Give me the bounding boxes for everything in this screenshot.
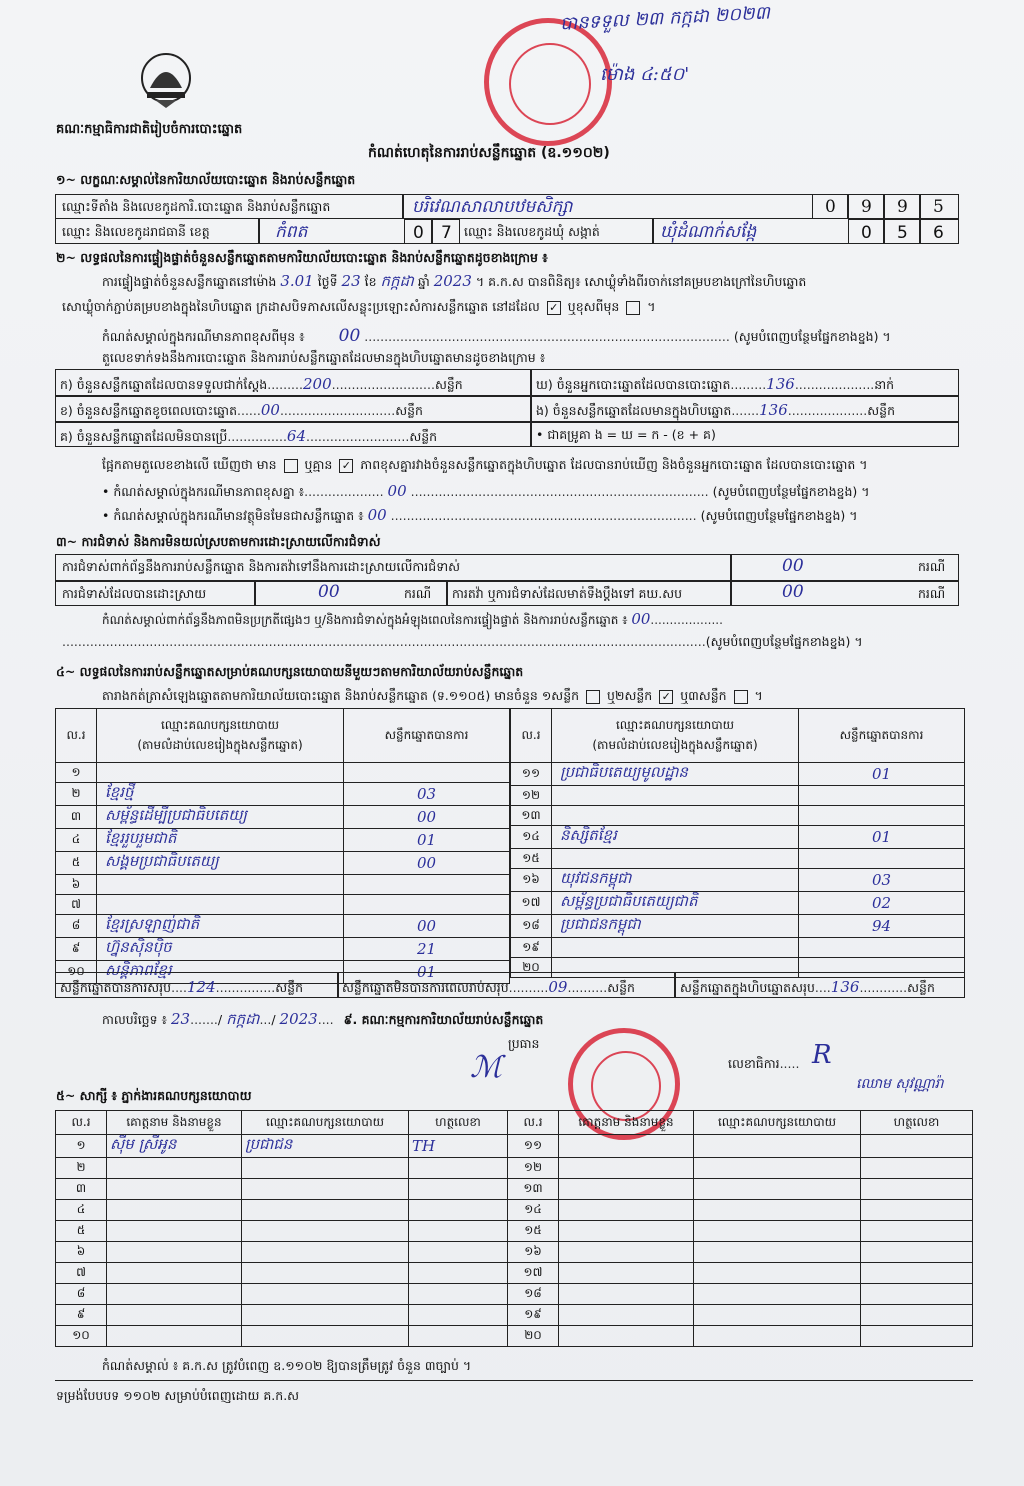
- witness-signature-right: [861, 1221, 973, 1242]
- witness-party-right: [694, 1242, 861, 1263]
- witness-no-right: ១១: [508, 1135, 559, 1158]
- witness-name: [107, 1242, 242, 1263]
- valid-votes: [799, 938, 965, 958]
- col-party-header: ឈ្មោះគណបក្សនយោបាយ (តាមលំដាប់លេខរៀងក្នុងសន្លឹកឆ្នោត): [97, 709, 344, 763]
- valid-votes: [344, 875, 510, 895]
- party-name: [97, 763, 344, 783]
- witness-name: ស៊ីម ស្រីអូន: [107, 1135, 242, 1158]
- witness-no-right: ១៣: [508, 1179, 559, 1200]
- irregularity-hint: ..................................................................................................................................................................(សូមបំពេញបន្ថែមផ្នែកខាងខ្នង) ។: [62, 634, 863, 649]
- col-party-header-right: ឈ្មោះគណបក្សនយោបាយ (តាមលំដាប់លេខរៀងក្នុងសន្លឹកឆ្នោត): [552, 709, 799, 763]
- form-title: កំណត់ហេតុនៃការរាប់សន្លឹកឆ្នោត (ឧ.១១០២): [368, 145, 610, 161]
- col-votes-header-right: សន្លឹកឆ្នោតបានការ: [799, 709, 965, 763]
- witness-name-right: [559, 1242, 694, 1263]
- figure-row-d: ឃ) ចំនួនអ្នកបោះឆ្នោតដែលបានបោះឆ្នោត.........136....................នាក់: [536, 375, 895, 393]
- national-emblem: [135, 48, 197, 112]
- result-row: [56, 829, 510, 852]
- result-row: [511, 826, 965, 849]
- result-row: [511, 763, 965, 786]
- row-number: ៥: [56, 852, 97, 875]
- figure-row-a: ក) ចំនួនសន្លឹកឆ្នោតដែលបានទទួលជាក់ស្តែង.........200..........................សន្លឹក: [60, 375, 463, 393]
- party-name: និស្សិតខ្មែរ: [552, 826, 799, 849]
- valid-votes: 94: [799, 915, 965, 938]
- row-number: ៦: [56, 875, 97, 895]
- party-name: សម្ព័ន្ធប្រជាធិបតេយ្យជាតិ: [552, 892, 799, 915]
- witness-signature: [409, 1263, 508, 1284]
- valid-votes: [344, 763, 510, 783]
- witness-party-right: [694, 1135, 861, 1158]
- party-name: [97, 895, 344, 915]
- witness-no-right: ១៥: [508, 1221, 559, 1242]
- witness-row: [56, 1326, 973, 1347]
- irregularity-note: កំណត់សម្គាល់ពាក់ព័ន្ធនឹងភាពមិនប្រក្រតីផ្សេងៗ ឬ/និងការជំទាស់ក្នុងអំឡុងពេលនៃការផ្ទៀងផ្ទាត់ និងការរាប់សន្លឹកឆ្នោត ៖ 00...................: [102, 610, 723, 628]
- witness-name: [107, 1284, 242, 1305]
- witness-col-no: ល.រ: [56, 1111, 107, 1135]
- section4-title: ៤~ លទ្ធផលនៃការរាប់សន្លឹកឆ្នោតសម្រាប់គណបក្សនយោបាយនីមួយៗតាមការិយាល័យរាប់សន្លឹកឆ្នោត: [56, 664, 524, 679]
- org-name: គណៈកម្មាធិការជាតិរៀបចំការបោះឆ្នោត: [56, 122, 243, 137]
- results-table-right: [510, 708, 965, 978]
- result-row: [511, 938, 965, 958]
- form-caption: ទម្រង់បែបបទ ១១០២ សម្រាប់បំពេញដោយ គ.ក.ស: [56, 1388, 300, 1403]
- witness-col-sign: ហត្ថលេខា: [409, 1111, 508, 1135]
- witness-signature-right: [861, 1263, 973, 1284]
- valid-votes: [799, 849, 965, 869]
- witness-no-right: ២០: [508, 1326, 559, 1347]
- witness-party-right: [694, 1179, 861, 1200]
- witness-col-sign-right: ហត្ថលេខា: [861, 1111, 973, 1135]
- witness-signature: [409, 1158, 508, 1179]
- witness-no: ៦: [56, 1242, 107, 1263]
- witness-party: [242, 1179, 409, 1200]
- witness-name-right: [559, 1263, 694, 1284]
- witness-party-right: [694, 1284, 861, 1305]
- figure-row-e: ង) ចំនួនសន្លឹកឆ្នោតដែលមានក្នុងហិបឆ្នោត.......136....................សន្លឹក: [536, 401, 896, 419]
- witness-party-right: [694, 1326, 861, 1347]
- received-time-note: ម៉ោង ៤:៥០': [600, 64, 690, 85]
- section3-title: ៣~ ការជំទាស់ និងការមិនយល់ស្របតាមការដោះស្រាយលើការជំទាស់: [56, 534, 381, 549]
- witness-no-right: ១៦: [508, 1242, 559, 1263]
- witness-no-right: ១២: [508, 1158, 559, 1179]
- received-date-note: បានទទួល ២៣ កក្កដា ២០២៣: [559, 2, 771, 35]
- witness-signature: [409, 1200, 508, 1221]
- witness-name-right: [559, 1305, 694, 1326]
- result-row: [56, 806, 510, 829]
- result-row: [511, 915, 965, 938]
- result-row: [56, 938, 510, 961]
- result-row: [56, 852, 510, 875]
- witness-party-right: [694, 1263, 861, 1284]
- objection-label-1: ការជំទាស់ពាក់ព័ន្ធនឹងការរាប់សន្លឹកឆ្នោត និងការតវ៉ាទៅនឹងការដោះស្រាយលើការជំទាស់: [62, 559, 461, 574]
- valid-votes: 01: [344, 829, 510, 852]
- row-number: ១៤: [511, 826, 552, 849]
- witness-signature: TH: [409, 1135, 508, 1158]
- result-row: [56, 875, 510, 895]
- verification-line2: សោឃ្លុំចាក់ភ្ជាប់គម្របខាងក្នុងនៃហិបឆ្នោត ក្រដាសបិទភាសលើសន្លុះប្រឡោះសំការសន្លឹកឆ្នោត នៅដដែល ✓ ឬខុសពីមុន ។: [62, 299, 656, 314]
- section1-title: ១~ លក្ខណៈសម្គាល់នៃការិយាល័យបោះឆ្នោត និងរាប់សន្លឹកឆ្នោត: [56, 172, 356, 187]
- witness-name: [107, 1179, 242, 1200]
- result-row: [56, 783, 510, 806]
- change-note: កំណត់សម្គាល់ក្នុងករណីមានភាពខុសពីមុន ៖ 00 ............................................................................................ (សូមបំពេញបន្ថែមផ្នែកខាងខ្នង) ។: [102, 326, 891, 346]
- no-difference-checkbox[interactable]: ✓: [339, 459, 353, 473]
- total-in-box: សន្លឹកឆ្នោតក្នុងហិបឆ្នោតសរុប....136............សន្លឹក: [680, 978, 935, 996]
- secretary-label: លេខាធិការ.....: [728, 1056, 800, 1071]
- official-stamp-top: [484, 18, 612, 146]
- location-label: ឈ្មោះទីតាំង និងលេខកូដការិ.បោះឆ្នោត និងរាប់សន្លឹកឆ្នោត: [62, 199, 331, 214]
- formula: • ជាគម្រូគា ង = ឃ = ក - (ខ + គ): [536, 427, 716, 442]
- witness-no: ៨: [56, 1284, 107, 1305]
- witness-name-right: [559, 1135, 694, 1158]
- result-row: [511, 786, 965, 806]
- party-name: ខ្មែររួបរួមជាតិ: [97, 829, 344, 852]
- witness-signature: [409, 1305, 508, 1326]
- row-number: ១: [56, 763, 97, 783]
- witness-no: ៣: [56, 1179, 107, 1200]
- witness-signature-right: [861, 1326, 973, 1347]
- witness-row: [56, 1158, 973, 1179]
- objection-value-3: 00: [782, 582, 804, 602]
- party-name: [552, 938, 799, 958]
- party-name: សម្ព័ន្ធដើម្បីប្រជាធិបតេយ្យ: [97, 806, 344, 829]
- objection-unit-3: ករណី: [918, 586, 946, 601]
- province-label: ឈ្មោះ និងលេខកូដរាជធានី ខេត្ត: [62, 224, 210, 239]
- objection-value-1: 00: [782, 556, 804, 576]
- total-valid: សន្លឹកឆ្នោតបានការសរុប....124...............សន្លឹក: [60, 978, 304, 996]
- witness-no: ២: [56, 1158, 107, 1179]
- signing-date: កាលបរិច្ឆេទ ៖ 23......./ កក្កដា.../ 2023.... ៩. គណៈកម្មការការិយាល័យរាប់សន្លឹកឆ្នោត: [102, 1010, 544, 1028]
- witness-col-no-right: ល.រ: [508, 1111, 559, 1135]
- witness-row: [56, 1200, 973, 1221]
- commune-value: ឃុំដំណាក់សង្កែ: [660, 222, 757, 242]
- witness-name: [107, 1305, 242, 1326]
- secretary-name: ឈោម សុវណ្ណារ៉ា: [856, 1076, 944, 1092]
- two-sheet-checkbox[interactable]: ✓: [659, 690, 673, 704]
- witness-signature: [409, 1242, 508, 1263]
- party-name: [552, 849, 799, 869]
- witness-party-right: [694, 1221, 861, 1242]
- witness-row: [56, 1179, 973, 1200]
- total-invalid: សន្លឹកឆ្នោតមិនបានការពេលរាប់សរុប..........09..........សន្លឹក: [342, 978, 635, 996]
- valid-votes: 01: [799, 763, 965, 786]
- row-number: ១៩: [511, 938, 552, 958]
- witness-row: [56, 1242, 973, 1263]
- witness-col-name: គោត្តនាម និងនាមខ្លួន: [107, 1111, 242, 1135]
- row-number: ៨: [56, 915, 97, 938]
- witness-signature-right: [861, 1305, 973, 1326]
- same-checkbox[interactable]: ✓: [547, 301, 561, 315]
- row-number: ១៦: [511, 869, 552, 892]
- row-number: ១២: [511, 786, 552, 806]
- party-name: សន្តិភាពខ្មែរ: [97, 961, 344, 984]
- result-row: [511, 849, 965, 869]
- witness-signature: [409, 1179, 508, 1200]
- party-name: ប្រជាធិបតេយ្យមូលដ្ឋាន: [552, 763, 799, 786]
- witness-name-right: [559, 1200, 694, 1221]
- result-row: [511, 869, 965, 892]
- section2-title: ២~ លទ្ធផលនៃការផ្ទៀងផ្ទាត់ចំនួនសន្លឹកឆ្នោតតាមការិយាល័យបោះឆ្នោត និងរាប់សន្លឹកឆ្នោតដូចខាងក្រោម ៖: [56, 250, 548, 265]
- witness-name-right: [559, 1179, 694, 1200]
- witness-col-party-right: ឈ្មោះគណបក្សនយោបាយ: [694, 1111, 861, 1135]
- witness-row: [56, 1284, 973, 1305]
- row-number: ១០: [56, 961, 97, 984]
- witness-party: [242, 1242, 409, 1263]
- witness-no: ១: [56, 1135, 107, 1158]
- chief-label: ប្រធាន: [508, 1036, 540, 1051]
- valid-votes: 00: [344, 915, 510, 938]
- witness-party: [242, 1221, 409, 1242]
- objection-label-2: ការជំទាស់ដែលបានដោះស្រាយ: [62, 586, 207, 601]
- witness-name-right: [559, 1284, 694, 1305]
- witness-no: ៥: [56, 1221, 107, 1242]
- has-difference-checkbox[interactable]: [284, 459, 298, 473]
- party-name: [552, 806, 799, 826]
- valid-votes: 01: [799, 826, 965, 849]
- party-name: យុវជនកម្ពុជា: [552, 869, 799, 892]
- party-name: សង្គមប្រជាធិបតេយ្យ: [97, 852, 344, 875]
- witness-signature-right: [861, 1135, 973, 1158]
- witness-name-right: [559, 1326, 694, 1347]
- witness-signature-right: [861, 1179, 973, 1200]
- witness-row: [56, 1221, 973, 1242]
- witness-col-party: ឈ្មោះគណបក្សនយោបាយ: [242, 1111, 409, 1135]
- verification-line1: ការផ្ទៀងផ្ទាត់ចំនួនសន្លឹកឆ្នោតនៅម៉ោង 3.01 ថ្ងៃទី 23 ខែ កក្កដា ឆ្នាំ 2023 ។ គ.ក.ស បានពិនិត្យ៖ សោឃ្លុំទាំងពីរចាក់នៅគម្របខាងក្រៅនៃហិបឆ្នោត: [102, 272, 807, 290]
- valid-votes: [799, 786, 965, 806]
- party-name: [97, 875, 344, 895]
- witness-name-right: [559, 1221, 694, 1242]
- location-value: បរិវេណសាលាបឋមសិក្សា: [412, 197, 573, 217]
- three-sheet-checkbox[interactable]: [734, 690, 748, 704]
- objection-label-3: ការតវ៉ា ឬការជំទាស់ដែលមាត់ទឹងប្តឹងទៅ គឃ.សប: [452, 586, 683, 601]
- valid-votes: [344, 895, 510, 915]
- result-row: [56, 763, 510, 783]
- discrepancy-line: ផ្អែកតាមតួលេខខាងលើ ឃើញថា មាន ឬគ្មាន ✓ ភាពខុសគ្នារវាងចំនួនសន្លឹកឆ្នោតក្នុងហិបឆ្នោត ដែលបានរាប់ឃើញ និងចំនួនអ្នកបោះឆ្នោត ដែលបានបោះឆ្នោត ។: [102, 457, 868, 472]
- footer-note: កំណត់សម្គាល់ ៖ គ.ក.ស ត្រូវបំពេញ ឧ.១១០២ ឱ្យបានត្រឹមត្រូវ ចំនួន ៣ច្បាប់ ។: [102, 1358, 472, 1373]
- witness-party: [242, 1158, 409, 1179]
- result-row: [511, 892, 965, 915]
- witness-signature: [409, 1326, 508, 1347]
- objection-unit-2: ករណី: [404, 586, 432, 601]
- row-number: ១១: [511, 763, 552, 786]
- witness-signature-right: [861, 1200, 973, 1221]
- witness-no: ៧: [56, 1263, 107, 1284]
- difference-note: • កំណត់សម្គាល់ក្នុងករណីមានភាពខុសគ្នា ៖.................... 00 ........................................................................... (សូមបំពេញបន្ថែមផ្នែកខាងខ្នង) ។: [102, 482, 870, 500]
- witness-party-right: [694, 1158, 861, 1179]
- one-sheet-checkbox[interactable]: [586, 690, 600, 704]
- valid-votes: 03: [344, 783, 510, 806]
- row-number: ៩: [56, 938, 97, 961]
- objection-value-2: 00: [318, 582, 340, 602]
- party-name: ខ្មែរថ្មី: [97, 783, 344, 806]
- witness-party-right: [694, 1200, 861, 1221]
- witness-signature-right: [861, 1242, 973, 1263]
- valid-votes: 00: [344, 852, 510, 875]
- witness-party: [242, 1284, 409, 1305]
- witness-col-name-right: គោត្តនាម និងនាមខ្លួន: [559, 1111, 694, 1135]
- row-number: ៧: [56, 895, 97, 915]
- witness-no: ១០: [56, 1326, 107, 1347]
- chief-signature: ℳ: [470, 1050, 503, 1085]
- valid-votes: 21: [344, 938, 510, 961]
- changed-checkbox[interactable]: [626, 301, 640, 315]
- figures-intro: តួលេខទាក់ទងនឹងការបោះឆ្នោត និងការរាប់សន្លឹកឆ្នោតដែលមានក្នុងហិបឆ្នោតមានដូចខាងក្រោម ៖: [102, 350, 546, 365]
- witness-no-right: ១៨: [508, 1284, 559, 1305]
- party-name: [552, 786, 799, 806]
- row-number: ៣: [56, 806, 97, 829]
- witness-party: [242, 1200, 409, 1221]
- col-no-header: ល.រ: [56, 709, 97, 763]
- witness-no: ៩: [56, 1305, 107, 1326]
- witness-name: [107, 1326, 242, 1347]
- witness-table: [55, 1110, 973, 1347]
- row-number: ៤: [56, 829, 97, 852]
- foreign-object-note: • កំណត់សម្គាល់ក្នុងករណីមានវត្ថុមិនមែនជាសន្លឹកឆ្នោត ៖ 00 ............................................................................. (សូមបំពេញបន្ថែមផ្នែកខាងខ្នង) ។: [102, 506, 858, 524]
- party-name: ប្រជាជនកម្ពុជា: [552, 915, 799, 938]
- objection-unit-1: ករណី: [918, 559, 946, 574]
- witness-name: [107, 1200, 242, 1221]
- witness-no-right: ១៧: [508, 1263, 559, 1284]
- result-row: [511, 806, 965, 826]
- valid-votes: 00: [344, 806, 510, 829]
- witness-no-right: ១៤: [508, 1200, 559, 1221]
- witness-signature-right: [861, 1158, 973, 1179]
- witness-party: [242, 1263, 409, 1284]
- section5-title: ៥~ សាក្សី ៖ ភ្នាក់ងារគណបក្សនយោបាយ: [56, 1088, 252, 1103]
- row-number: ១៧: [511, 892, 552, 915]
- row-number: ១៣: [511, 806, 552, 826]
- witness-signature: [409, 1284, 508, 1305]
- party-name: ហ្វ៊ុនស៊ិនប៉ិច: [97, 938, 344, 961]
- tally-sheet-line: តារាងកត់ត្រាសំឡេងឆ្នោតតាមការិយាល័យបោះឆ្នោត និងរាប់សន្លឹកឆ្នោត (ទ.១១០៥) មានចំនួន ១សន្លឹក ឬ២សន្លឹក ✓ ឬ៣សន្លឹក ។: [102, 688, 763, 703]
- valid-votes: 03: [799, 869, 965, 892]
- commune-label: ឈ្មោះ និងលេខកូដឃុំ សង្កាត់: [464, 224, 600, 239]
- col-votes-header: សន្លឹកឆ្នោតបានការ: [344, 709, 510, 763]
- province-value: កំពត: [275, 222, 308, 242]
- col-no-header-right: ល.រ: [511, 709, 552, 763]
- witness-row: [56, 1305, 973, 1326]
- row-number: ២: [56, 783, 97, 806]
- witness-party-right: [694, 1305, 861, 1326]
- witness-name: [107, 1263, 242, 1284]
- witness-signature-right: [861, 1284, 973, 1305]
- witness-name: [107, 1221, 242, 1242]
- witness-party: [242, 1305, 409, 1326]
- figure-row-b: ខ) ចំនួនសន្លឹកឆ្នោតខូចពេលបោះឆ្នោត......00.............................សន្លឹក: [60, 401, 423, 419]
- witness-no-right: ១៩: [508, 1305, 559, 1326]
- result-row: [56, 915, 510, 938]
- witness-signature: [409, 1221, 508, 1242]
- valid-votes: [799, 806, 965, 826]
- row-number: ២០: [511, 958, 552, 978]
- row-number: ១៥: [511, 849, 552, 869]
- witness-name-right: [559, 1158, 694, 1179]
- witness-party: ប្រជាជន: [242, 1135, 409, 1158]
- witness-row: [56, 1263, 973, 1284]
- result-row: [56, 895, 510, 915]
- witness-row: [56, 1135, 973, 1158]
- witness-party: [242, 1326, 409, 1347]
- secretary-signature: R: [812, 1040, 832, 1070]
- valid-votes: 01: [344, 961, 510, 984]
- figure-row-c: គ) ចំនួនសន្លឹកឆ្នោតដែលមិនបានប្រើ...............64..........................សន្លឹក: [60, 427, 438, 445]
- valid-votes: 02: [799, 892, 965, 915]
- results-table-left: [55, 708, 510, 984]
- witness-name: [107, 1158, 242, 1179]
- witness-no: ៤: [56, 1200, 107, 1221]
- party-name: ខ្មែរស្រឡាញ់ជាតិ: [97, 915, 344, 938]
- row-number: ១៨: [511, 915, 552, 938]
- form-page: គណៈកម្មាធិការជាតិរៀបចំការបោះឆ្នោត កំណត់ហេតុនៃការរាប់សន្លឹកឆ្នោត (ឧ.១១០២) បានទទួល ២៣ កក្កដា ២០២៣ ម៉ោង ៤:៥០' ១~ លក្ខណៈសម្គាល់នៃការិយាល័យបោះឆ្នោត និងរាប់សន្លឹកឆ្នោត ឈ្មោះទីតាំង និងលេខកូដការិ.បោះឆ្នោត និងរាប់សន្លឹកឆ្នោត បរិវេណសាលាបឋមសិក្សា 0 9 9 5 ឈ្មោះ និងលេខកូដរាជធានី ខេត្ត កំពត 0 7 ឈ្មោះ និងលេខកូដឃុំ សង្កាត់ ឃុំដំណាក់សង្កែ 0 5 6 ២~ លទ្ធផលនៃការផ្ទៀងផ្ទាត់ចំនួនសន្លឹកឆ្នោតតាមការិយាល័យបោះឆ្នោត និងរាប់សន្លឹកឆ្នោតដូចខាងក្រោម ៖ ការផ្ទៀងផ្ទាត់ចំនួនសន្លឹកឆ្នោតនៅម៉ោង 3.01 ថ្ងៃទី 23 ខែ កក្កដា ឆ្នាំ 2023 ។ គ.ក.ស បានពិនិត្យ៖ សោឃ្លុំទាំងពីរចាក់នៅគម្របខាងក្រៅនៃហិបឆ្នោត សោឃ្លុំចាក់ភ្ជាប់គម្របខាងក្នុងនៃហិបឆ្នោត ក្រដាសបិទភាសលើសន្លុះប្រឡោះសំការសន្លឹកឆ្នោត នៅដដែល ✓ ឬខុសពីមុន ។ កំណត់សម្គាល់ក្នុងករណីមានភាពខុសពីមុន ៖ 00 ............................................................................................ (សូមបំពេញបន្ថែមផ្នែកខាងខ្នង) ។ តួលេខទាក់ទងនឹងការបោះឆ្នោត និងការរាប់សន្លឹកឆ្នោតដែលមានក្នុងហិបឆ្នោតមានដូចខាងក្រោម ៖ ក) ចំនួនសន្លឹកឆ្នោតដែលបានទទួលជាក់ស្តែង.........200..........................សន្លឹក ខ) ចំនួនសន្លឹកឆ្នោតខូចពេលបោះឆ្នោត......00.............................សន្លឹក គ) ចំនួនសន្លឹកឆ្នោតដែលមិនបានប្រើ...............64..........................សន្លឹក ឃ) ចំនួនអ្នកបោះឆ្នោតដែលបានបោះឆ្នោត.........136....................នាក់ ង) ចំនួនសន្លឹកឆ្នោតដែលមានក្នុងហិបឆ្នោត.......136....................សន្លឹក • ជាគម្រូគា ង = ឃ = ក - (ខ + គ) ផ្អែកតាមតួលេខខាងលើ ឃើញថា មាន ឬគ្មាន ✓ ភាពខុសគ្នារវាងចំនួនសន្លឹកឆ្នោតក្នុងហិបឆ្នោត ដែលបានរាប់ឃើញ និងចំនួនអ្នកបោះឆ្នោត ដែលបានបោះឆ្នោត ។ • កំណត់សម្គាល់ក្នុងករណីមានភាពខុសគ្នា ៖.................... 00 ........................................................................... (សូមបំពេញបន្ថែមផ្នែកខាងខ្នង) ។ • កំណត់សម្គាល់ក្នុងករណីមានវត្ថុមិនមែនជាសន្លឹកឆ្នោត ៖ 00 ............................................................................. (សូមបំពេញបន្ថែមផ្នែកខាងខ្នង) ។ ៣~ ការជំទាស់ និងការមិនយល់ស្របតាមការដោះស្រាយលើការជំទាស់ ការជំទាស់ពាក់ព័ន្ធនឹងការរាប់សន្លឹកឆ្នោត និងការតវ៉ាទៅនឹងការដោះស្រាយលើការជំទាស់ 00 ករណី ការជំទាស់ដែលបានដោះស្រាយ 00 ករណី ការតវ៉ា ឬការជំទាស់ដែលមាត់ទឹងប្តឹងទៅ គឃ.សប 00 ករណី កំណត់សម្គាល់ពាក់ព័ន្ធនឹងភាពមិនប្រក្រតីផ្សេងៗ ឬ/និងការជំទាស់ក្នុងអំឡុងពេលនៃការផ្ទៀងផ្ទាត់ និងការរាប់សន្លឹកឆ្នោត ៖ 00................... ..................................................................................................................................................................(សូមបំពេញបន្ថែមផ្នែកខាងខ្នង) ។ ៤~ លទ្ធផលនៃការរាប់សន្លឹកឆ្នោតសម្រាប់គណបក្សនយោបាយនីមួយៗតាមការិយាល័យរាប់សន្លឹកឆ្នោត តារាងកត់ត្រាសំឡេងឆ្នោតតាមការិយាល័យបោះឆ្នោត និងរាប់សន្លឹកឆ្នោត (ទ.១១០៥) មានចំនួន ១សន្លឹក ឬ២សន្លឹក ✓ ឬ៣សន្លឹក ។ ល.រ ឈ្មោះគណបក្សនយោបាយ (តាមលំដាប់លេខរៀងក្នុងសន្លឹកឆ្នោត) សន្លឹកឆ្នោតបានការ ១ ២ ខ្មែរថ្មី 03 ៣ សម្ព័ន្ធដើម្បីប្រជាធិបតេយ្យ 00 ៤ ខ្មែររួបរួមជាតិ 01 ៥ សង្គមប្រជាធិបតេយ្យ 00 ៦ ៧ ៨ ខ្មែរស្រឡាញ់ជាតិ 00 ៩ ហ្វ៊ុនស៊ិនប៉ិច 21 ១០ សន្តិភាពខ្មែរ 01 ល.រ ឈ្មោះគណបក្សនយោបាយ (តាមលំដាប់លេខរៀងក្នុងសន្លឹកឆ្នោត) សន្លឹកឆ្នោតបានការ ១១ ប្រជាធិបតេយ្យមូលដ្ឋាន 01 ១២ ១៣ ១៤ និស្សិតខ្មែរ 01 ១៥ ១៦ យុវជនកម្ពុជា 03 ១៧ សម្ព័ន្ធប្រជាធិបតេយ្យជាតិ 02 ១៨ ប្រជាជនកម្ពុជា 94 ១៩ ២០ សន្លឹកឆ្នោតបានការសរុប....124...............សន្លឹក សន្លឹកឆ្នោតមិនបានការពេលរាប់សរុប..........09..........សន្លឹក សន្លឹកឆ្នោតក្នុងហិបឆ្នោតសរុប....136............សន្លឹក កាលបរិច្ឆេទ ៖ 23......./ កក្កដា.../ 2023.... ៩. គណៈកម្មការការិយាល័យរាប់សន្លឹកឆ្នោត ប្រធាន ℳ លេខាធិការ..... R ឈោម សុវណ្ណារ៉ា ៥~ សាក្សី ៖ ភ្នាក់ងារគណបក្សនយោបាយ ល.រ គោត្តនាម និងនាមខ្លួន ឈ្មោះគណបក្សនយោបាយ ហត្ថលេខា ល.រ គោត្តនាម និងនាមខ្លួន ឈ្មោះគណបក្សនយោបាយ ហត្ថលេខា ១ ស៊ីម ស្រីអូន ប្រជាជន TH ១១ ២ ១២ ៣ ១៣ ៤ ១៤ ៥ ១៥ ៦ ១៦ ៧ ១៧ ៨ ១៨ ៩ ១៩ ១០ ២០ កំណត់សម្គាល់ ៖ គ.ក.ស ត្រូវបំពេញ ឧ.១១០២ ឱ្យបានត្រឹមត្រូវ ចំនួន ៣ច្បាប់ ។ ទម្រង់បែបបទ ១១០២ សម្រាប់បំពេញដោយ គ.ក.ស: [0, 0, 1024, 1486]
